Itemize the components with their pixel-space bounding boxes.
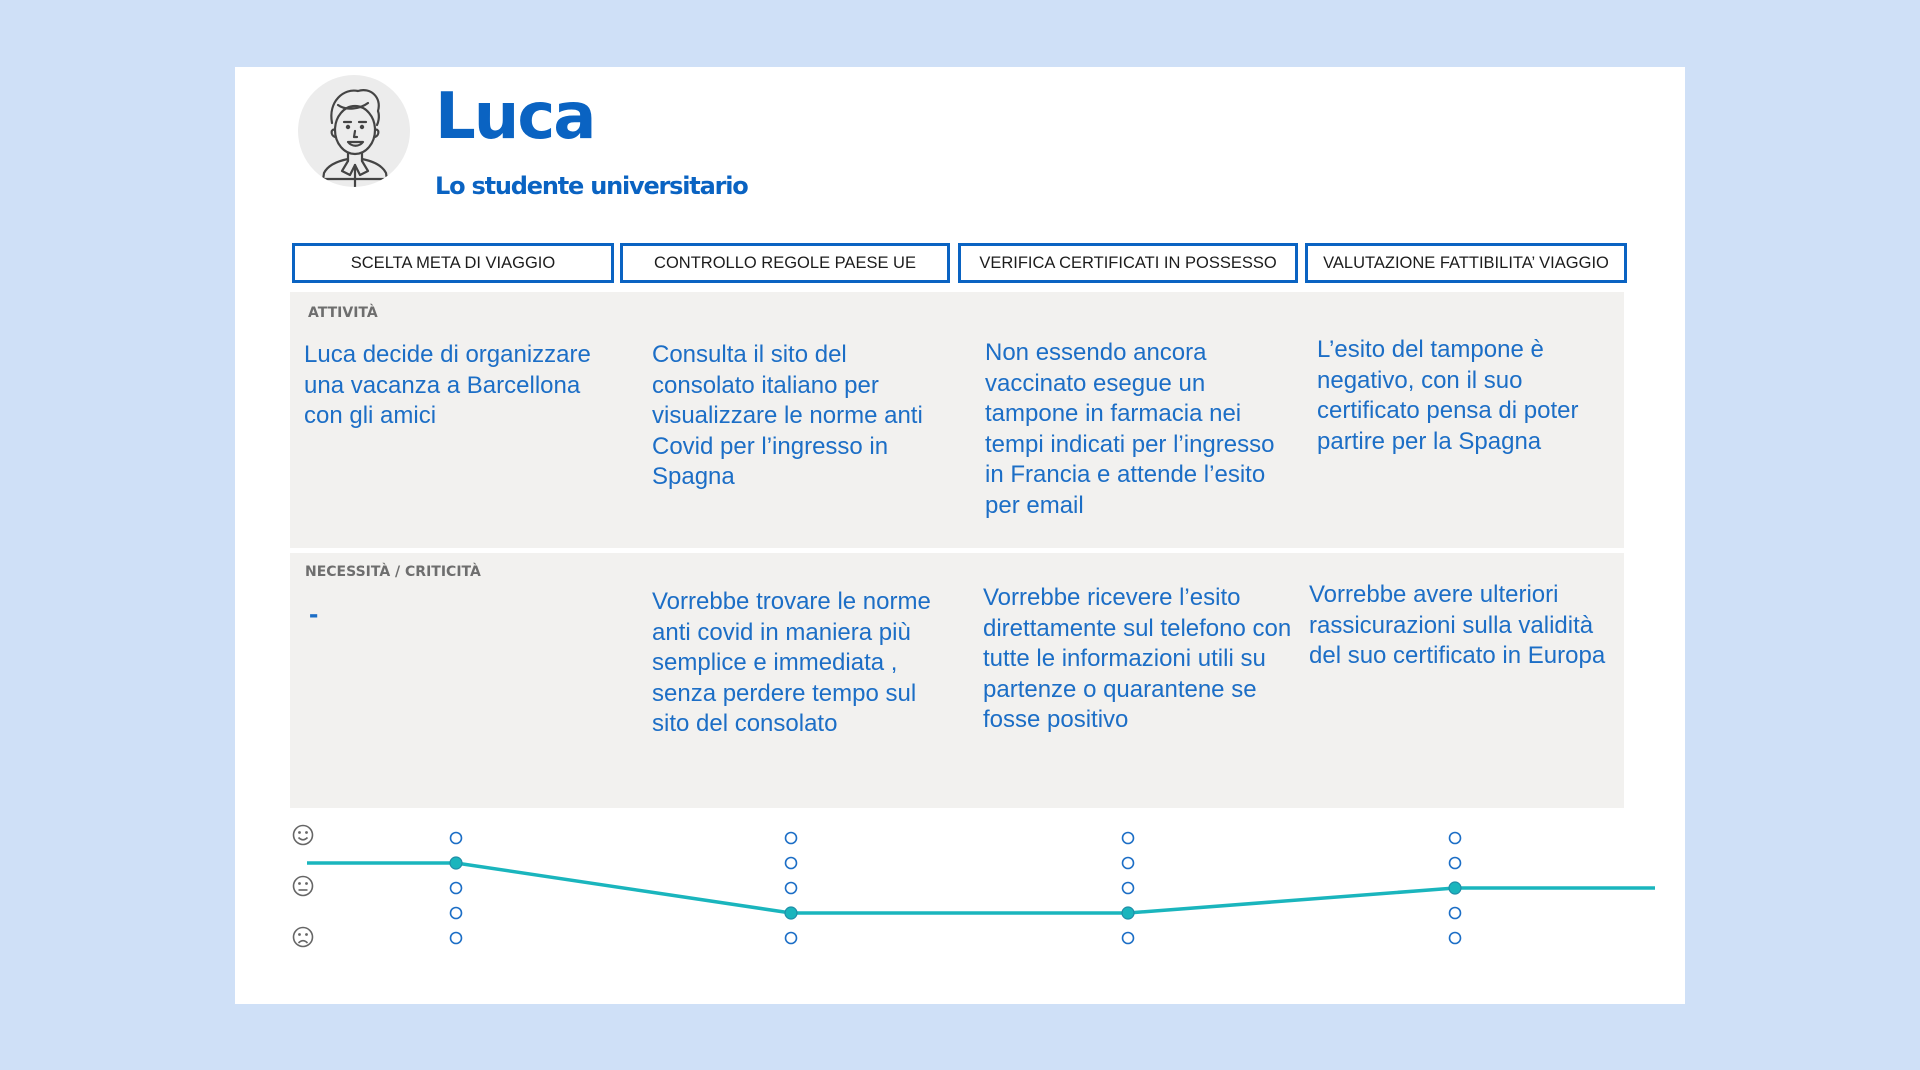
journey-card: [235, 67, 1685, 1004]
scale-dot: [786, 933, 797, 944]
scale-dot: [1123, 933, 1134, 944]
need-text: Vorrebbe ricevere l’esito direttamente sul telefono con tutte le informazioni utili su partenze o quarantene se fosse positivo: [983, 584, 1292, 733]
scale-dot: [1450, 933, 1461, 944]
scale-dot: [451, 833, 462, 844]
persona-subtitle: Lo studente universitario: [435, 172, 748, 200]
phase-header-valutazione-fattibilita: VALUTAZIONE FATTIBILITA’ VIAGGIO: [1305, 243, 1627, 283]
scale-dot: [786, 833, 797, 844]
phase-header-controllo-regole: CONTROLLO REGOLE PAESE UE: [620, 243, 950, 283]
scale-dot: [786, 883, 797, 894]
emotion-point: [1122, 907, 1134, 919]
scale-dot: [1123, 883, 1134, 894]
emotion-curve-chart: [235, 67, 1685, 1004]
need-text: Vorrebbe avere ulteriori rassicurazioni sulla validità del suo certificato in Europa: [1309, 581, 1606, 669]
scale-dot: [1450, 858, 1461, 869]
neutral-face-icon: [294, 877, 313, 896]
activity-text: Consulta il sito del consolato italiano per visualizzare le norme anti Covid per l’ingresso in Spagna: [652, 341, 923, 490]
scale-dot: [1450, 833, 1461, 844]
activity-text: Luca decide di organizzare una vacanza a Barcellona con gli amici: [304, 341, 591, 429]
scale-dot: [1450, 908, 1461, 919]
persona-name: Luca: [435, 80, 595, 154]
scale-dot: [451, 933, 462, 944]
emotion-point: [785, 907, 797, 919]
scale-dot: [451, 883, 462, 894]
emotion-point: [1449, 882, 1461, 894]
happy-face-icon: [294, 826, 313, 845]
scale-dot: [1123, 858, 1134, 869]
scale-dot: [451, 908, 462, 919]
scale-dot: [786, 858, 797, 869]
sad-face-icon: [294, 928, 313, 947]
needs-label: NECESSITÀ / CRITICITÀ: [305, 564, 481, 580]
activity-text: Non essendo ancora vaccinato esegue un tampone in farmacia nei tempi indicati per l’ingresso in Francia e attende l’esito per email: [985, 339, 1275, 519]
activities-label: ATTIVITÀ: [308, 305, 378, 321]
activity-text: L’esito del tampone è negativo, con il suo certificato pensa di poter partire per la Spagna: [1317, 336, 1579, 455]
need-text: -: [309, 598, 319, 629]
phase-header-scelta-meta: SCELTA META DI VIAGGIO: [292, 243, 614, 283]
scale-dot: [1123, 833, 1134, 844]
emotion-point: [450, 857, 462, 869]
phase-header-verifica-certificati: VERIFICA CERTIFICATI IN POSSESSO: [958, 243, 1298, 283]
need-text: Vorrebbe trovare le norme anti covid in maniera più semplice e immediata , senza perdere tempo sul sito del consolato: [652, 588, 931, 737]
